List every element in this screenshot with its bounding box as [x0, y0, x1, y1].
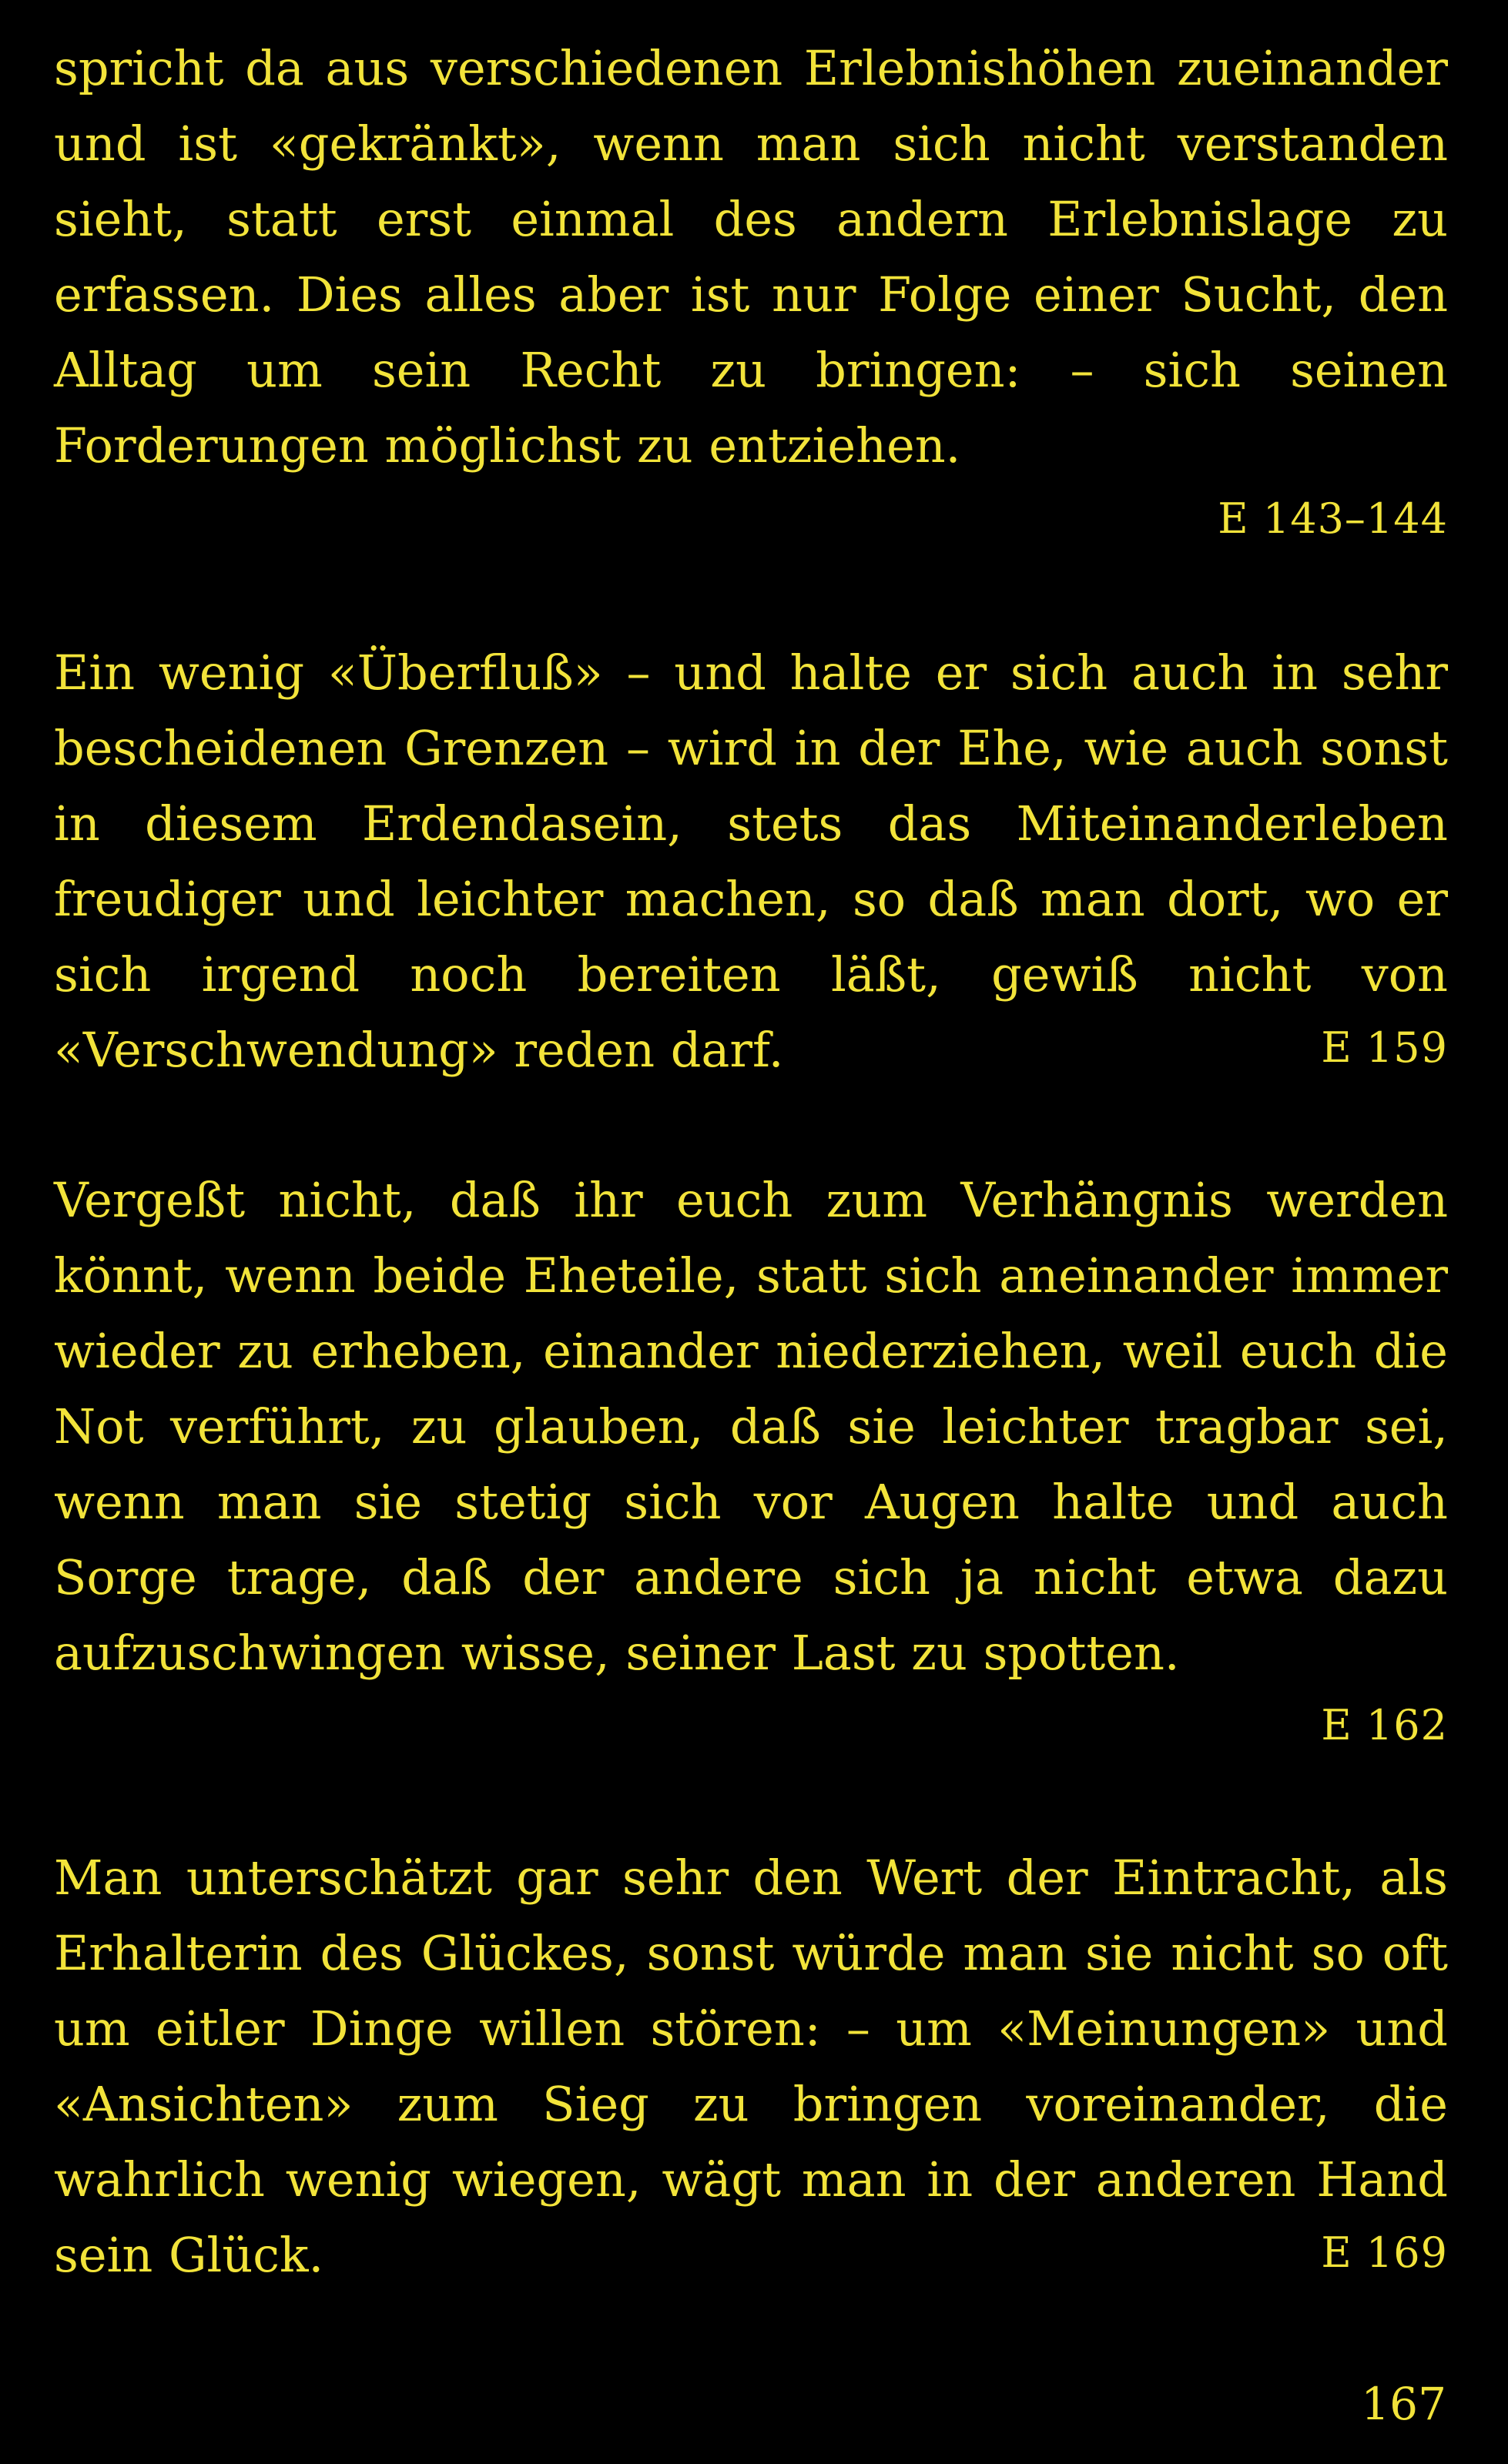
paragraph-2: Ein wenig «Überfluß» – und halte er sich auch in sehr bescheidenen Grenzen – wird in der Ehe, wie auch sonst in diesem Erdendasein, stets das Miteinanderleben freudiger und leichter machen, so daß man dort, wo er sich irgend noch bereiten läßt, gewiß nicht von «Verschwendung» reden darf.	[54, 644, 1448, 1078]
page-number: 167	[1361, 2378, 1446, 2430]
paragraph-4: Man unterschätzt gar sehr den Wert der Eintracht, als Erhalterin des Glückes, sonst würde man sie nicht so oft um eitler Dinge willen stören: – um «Meinungen» und «Ansichten» zum Sieg zu bringen voreinander, die wahrlich wenig wiegen, wägt man in der anderen Hand sein Glück.	[54, 1850, 1448, 2283]
paragraph-3: Vergeßt nicht, daß ihr euch zum Verhängnis werden könnt, wenn beide Eheteile, statt sich aneinander immer wieder zu erheben, einander niederziehen, weil euch die Not verführt, zu glauben, daß sie leichter tragbar sei, wenn man sie stetig sich vor Augen halte und auch Sorge trage, daß der andere sich ja nicht etwa dazu aufzuschwingen wisse, seiner Last zu spotten.	[54, 1172, 1448, 1681]
reference-2: E 159	[1321, 1023, 1448, 1072]
reference-3: E 162	[1321, 1701, 1448, 1749]
paragraph-1: spricht da aus verschiedenen Erlebnishöhen zueinander und ist «gekränkt», wenn man sich nicht verstanden sieht, statt erst einmal des andern Erlebnislage zu erfassen. Dies alles aber ist nur Folge einer Sucht, den Alltag um sein Recht zu bringen: – sich seinen Forderungen möglichst zu entziehen.	[54, 40, 1448, 474]
reference-1: E 143–144	[1218, 494, 1448, 543]
reference-4: E 169	[1321, 2228, 1448, 2277]
